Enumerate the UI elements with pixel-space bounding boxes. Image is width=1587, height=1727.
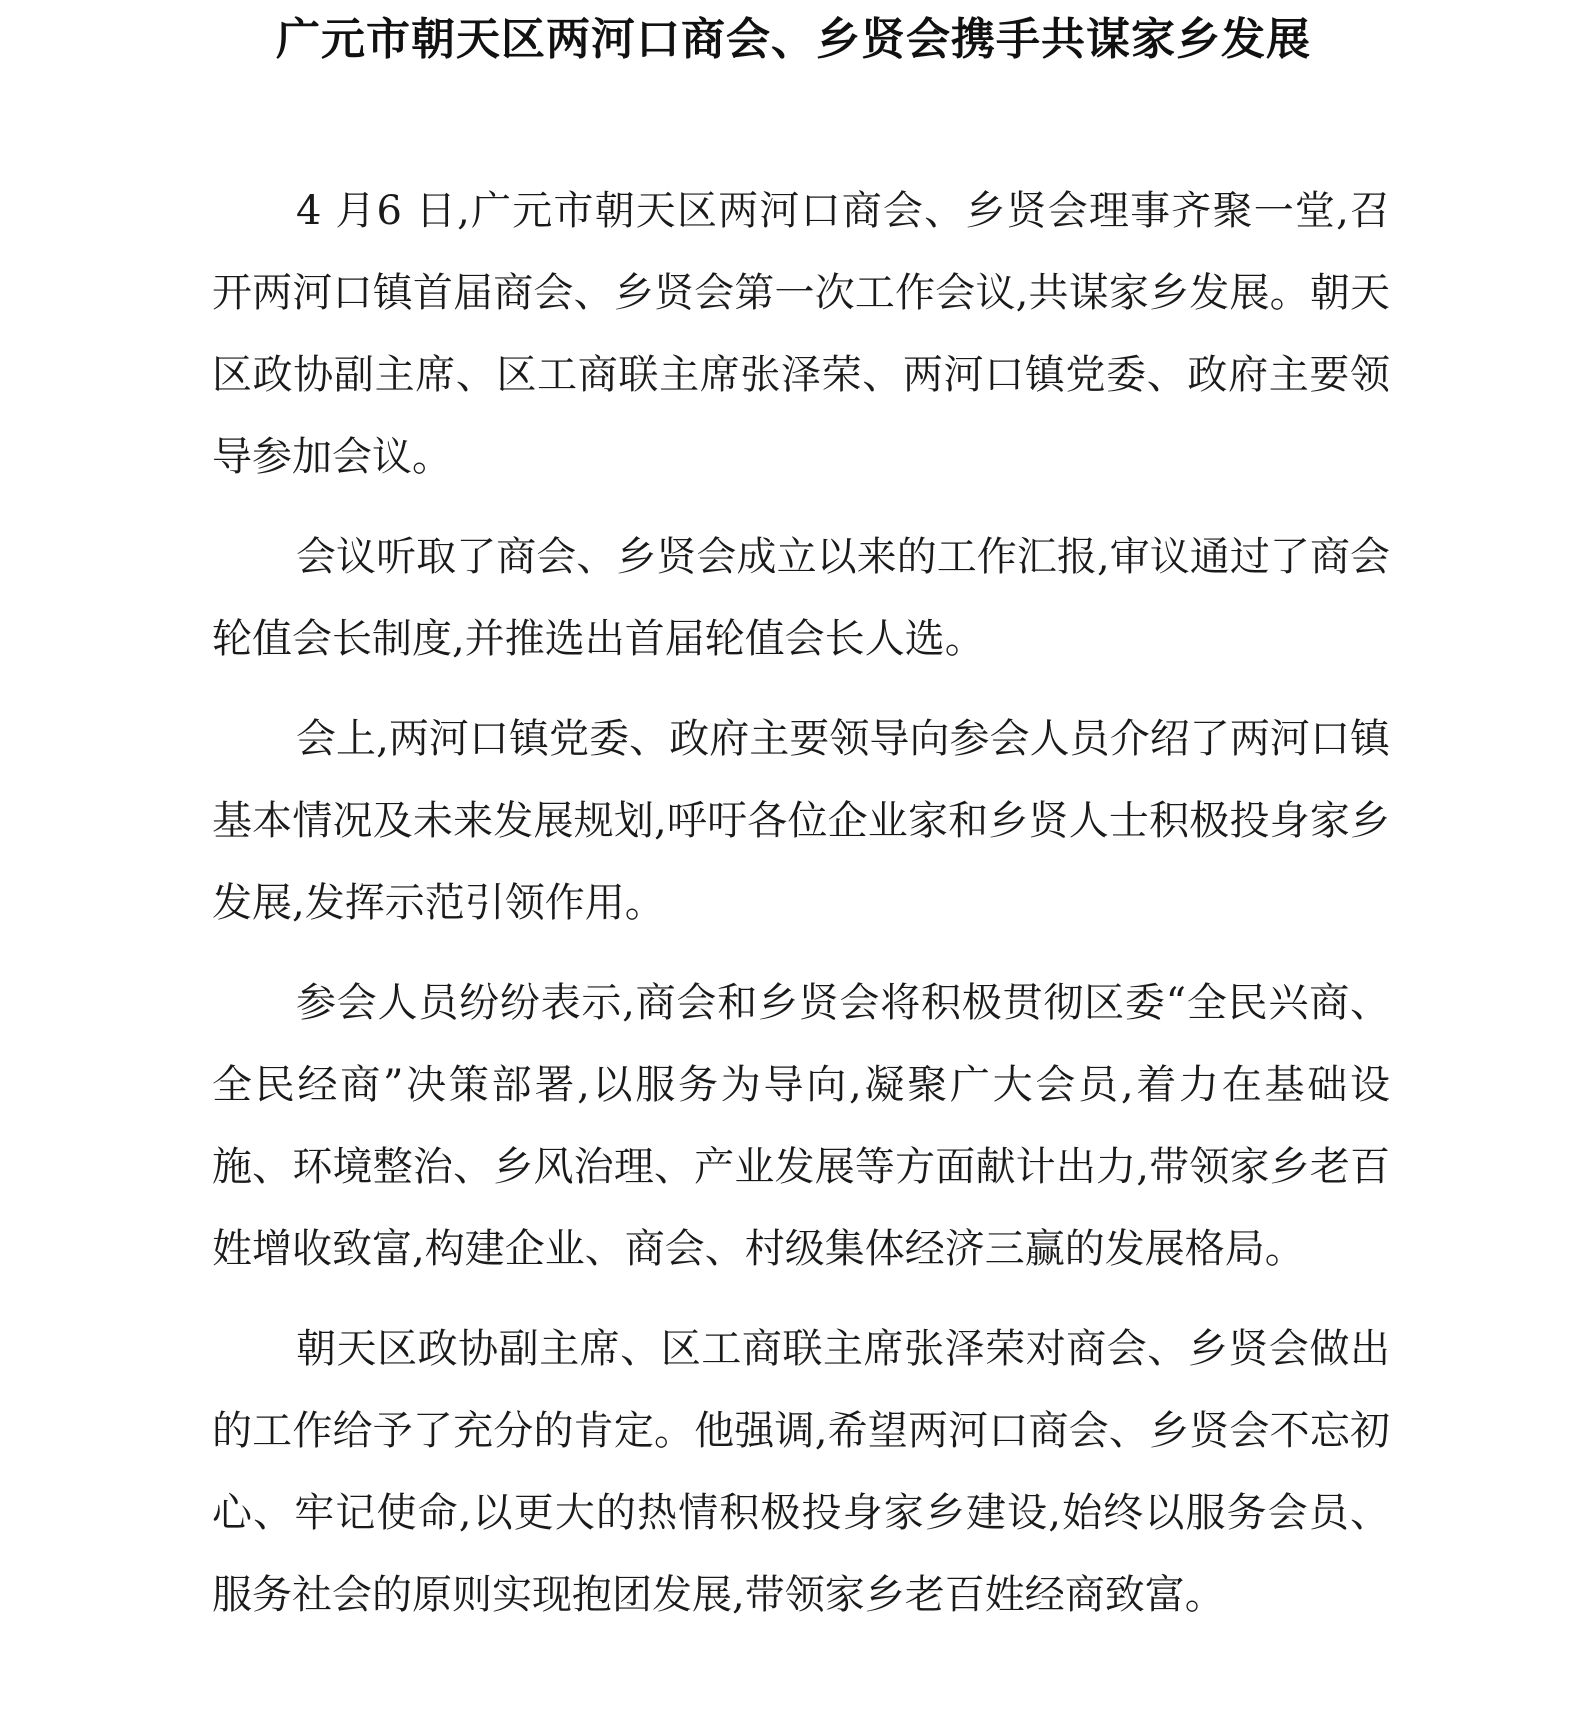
paragraph-work-report: 会议听取了商会、乡贤会成立以来的工作汇报,审议通过了商会轮值会长制度,并推选出首届轮值会长人选。 <box>212 534 1390 662</box>
article-title: 广元市朝天区两河口商会、乡贤会携手共谋家乡发展 <box>276 14 1311 65</box>
paragraph-meeting-intro: 4 月6 日,广元市朝天区两河口商会、乡贤会理事齐聚一堂,召开两河口镇首届商会、乡贤会第一次工作会议,共谋家乡发展。朝天区政协副主席、区工商联主席张泽荣、两河口镇党委、政府主要领导参加会议。 <box>212 188 1390 480</box>
article-body <box>212 170 1390 1654</box>
paragraph-town-introduction: 会上,两河口镇党委、政府主要领导向参会人员介绍了两河口镇基本情况及未来发展规划,呼吁各位企业家和乡贤人士积极投身家乡发展,发挥示范引领作用。 <box>212 716 1390 926</box>
paragraph-member-statements: 参会人员纷纷表示,商会和乡贤会将积极贯彻区委“全民兴商、全民经商”决策部署,以服务为导向,凝聚广大会员,着力在基础设施、环境整治、乡风治理、产业发展等方面献计出力,带领家乡老百姓增收致富,构建企业、商会、村级集体经济三赢的发展格局。 <box>212 980 1390 1272</box>
paragraph-leader-remarks: 朝天区政协副主席、区工商联主席张泽荣对商会、乡贤会做出的工作给予了充分的肯定。他强调,希望两河口商会、乡贤会不忘初心、牢记使命,以更大的热情积极投身家乡建设,始终以服务会员、服务社会的原则实现抱团发展,带领家乡老百姓经商致富。 <box>212 1326 1390 1618</box>
